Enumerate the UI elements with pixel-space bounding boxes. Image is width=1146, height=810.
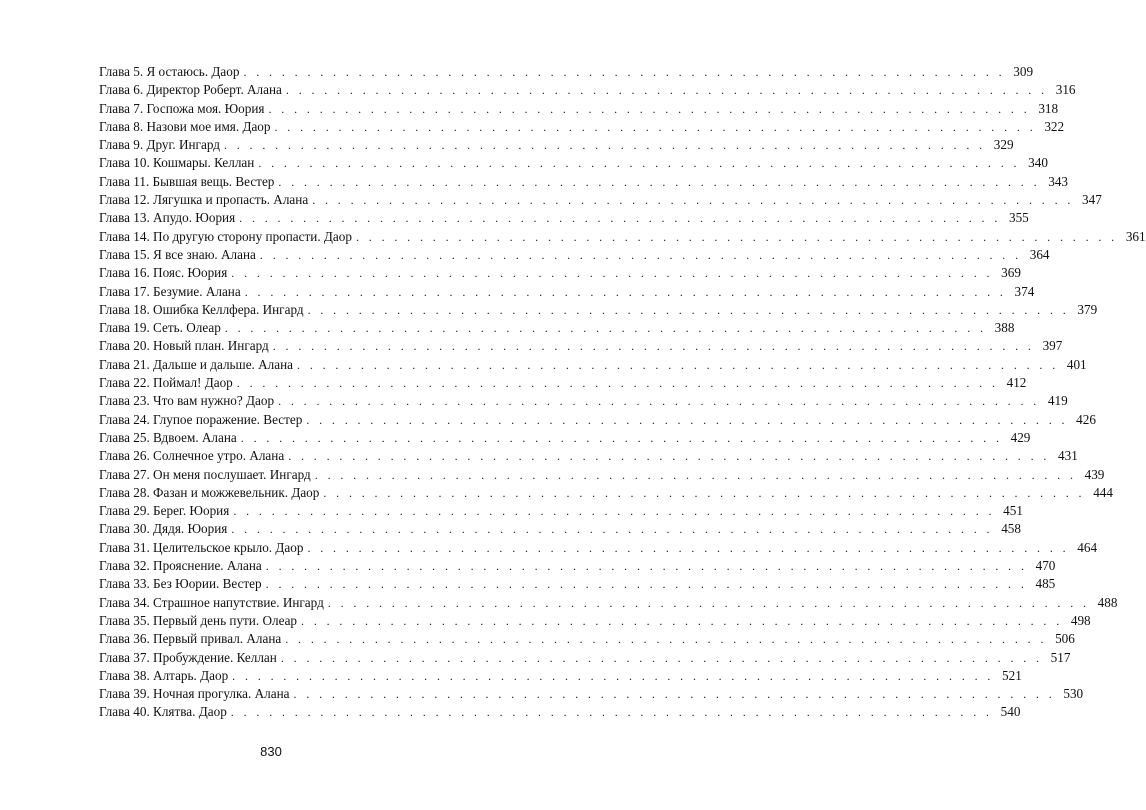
toc-entry-title: Глава 30. Дядя. Юория — [99, 521, 228, 537]
toc-entry — [99, 667, 1022, 685]
toc-entry-page: 309 — [1013, 64, 1034, 79]
toc-entry-title: Глава 19. Сеть. Олеар — [99, 320, 221, 336]
dot-leader: . . . . . . . . . . . . . . . . . . . . . . . . . . . . . . . . . . . . . . . . . . . . . . . . . . . . . . . . . . . . — [314, 467, 1077, 482]
toc-entry — [99, 100, 1059, 118]
toc-entry-page: 419 — [1047, 393, 1068, 409]
toc-entry-page: 379 — [1077, 301, 1098, 317]
dot-leader: . . . . . . . . . . . . . . . . . . . . . . . . . . . . . . . . . . . . . . . . . . . . . . . . . . . . . . . . . . . . — [355, 229, 1118, 244]
dot-leader: . . . . . . . . . . . . . . . . . . . . . . . . . . . . . . . . . . . . . . . . . . . . . . . . . . . . . . . . . . . . — [327, 595, 1090, 610]
dot-leader: . . . . . . . . . . . . . . . . . . . . . . . . . . . . . . . . . . . . . . . . . . . . . . . . . . . . . . . . . . . . — [285, 83, 1048, 98]
toc-entry-title: Глава 25. Вдвоем. Алана — [99, 429, 237, 445]
dot-leader: . . . . . . . . . . . . . . . . . . . . . . . . . . . . . . . . . . . . . . . . . . . . . . . . . . . . . . . . . . . . — [280, 650, 1043, 665]
dot-leader: . . . . . . . . . . . . . . . . . . . . . . . . . . . . . . . . . . . . . . . . . . . . . . . . . . . . . . . . . . . . — [265, 577, 1028, 592]
dot-leader: . . . . . . . . . . . . . . . . . . . . . . . . . . . . . . . . . . . . . . . . . . . . . . . . . . . . . . . . . . . . — [236, 376, 999, 391]
toc-entry — [99, 301, 1098, 319]
toc-entry-title: Глава 10. Кошмары. Келлан — [99, 155, 255, 171]
toc-entry-page: 470 — [1035, 558, 1056, 574]
toc-entry — [99, 191, 1102, 209]
dot-leader: . . . . . . . . . . . . . . . . . . . . . . . . . . . . . . . . . . . . . . . . . . . . . . . . . . . . . . . . . . . . — [258, 156, 1020, 171]
dot-leader: . . . . . . . . . . . . . . . . . . . . . . . . . . . . . . . . . . . . . . . . . . . . . . . . . . . . . . . . . . . . — [278, 174, 1041, 189]
dot-leader: . . . . . . . . . . . . . . . . . . . . . . . . . . . . . . . . . . . . . . . . . . . . . . . . . . . . . . . . . . . . — [274, 119, 1037, 134]
dot-leader: . . . . . . . . . . . . . . . . . . . . . . . . . . . . . . . . . . . . . . . . . . . . . . . . . . . . . . . . . . . . — [232, 668, 994, 683]
toc-entry — [99, 520, 1021, 538]
toc-entry — [99, 411, 1096, 429]
toc-entry-title: Глава 14. По другую сторону пропасти. Даор — [99, 228, 352, 244]
toc-entry — [99, 154, 1048, 172]
toc-entry — [99, 374, 1027, 392]
toc-entry-title: Глава 23. Что вам нужно? Даор — [99, 393, 275, 409]
toc-entry-title: Глава 6. Директор Роберт. Алана — [99, 82, 282, 98]
toc-entry — [99, 502, 1023, 520]
dot-leader: . . . . . . . . . . . . . . . . . . . . . . . . . . . . . . . . . . . . . . . . . . . . . . . . . . . . . . . . . . . . — [323, 485, 1085, 500]
toc-entry — [99, 337, 1063, 355]
toc-entry — [99, 209, 1029, 227]
toc-entry-page: 369 — [1001, 265, 1021, 281]
toc-entry-page: 540 — [1000, 704, 1021, 720]
toc-entry-page: 316 — [1055, 82, 1076, 98]
toc-entry — [99, 557, 1056, 575]
toc-entry-title: Глава 38. Алтарь. Даор — [99, 667, 229, 683]
dot-leader: . . . . . . . . . . . . . . . . . . . . . . . . . . . . . . . . . . . . . . . . . . . . . . . . . . . . . . . . . . . . — [312, 193, 1074, 208]
toc-entry-title: Глава 13. Апудо. Юория — [99, 210, 236, 226]
toc-entry-title: Глава 32. Прояснение. Алана — [99, 558, 262, 574]
toc-entry-title: Глава 16. Пояс. Юория — [99, 265, 228, 281]
toc-entry-page: 521 — [1002, 667, 1022, 683]
toc-entry — [99, 685, 1084, 703]
toc-entry-page: 517 — [1050, 649, 1071, 665]
toc-entry — [99, 466, 1105, 484]
dot-leader: . . . . . . . . . . . . . . . . . . . . . . . . . . . . . . . . . . . . . . . . . . . . . . . . . . . . . . . . . . . . — [301, 613, 1063, 628]
toc-entry — [99, 630, 1075, 648]
toc-entry-page: 429 — [1010, 429, 1031, 445]
dot-leader: . . . . . . . . . . . . . . . . . . . . . . . . . . . . . . . . . . . . . . . . . . . . . . . . . . . . . . . . . . . . — [231, 522, 993, 537]
toc-entry-page: 458 — [1001, 521, 1021, 537]
toc-entry-page: 364 — [1029, 246, 1050, 262]
toc-entry-page: 374 — [1014, 283, 1035, 299]
toc-entry-title: Глава 17. Безумие. Алана — [99, 283, 241, 299]
toc-entry-page: 329 — [993, 137, 1014, 153]
toc-entry — [99, 81, 1076, 99]
toc-entry-page: 343 — [1048, 173, 1069, 189]
toc-entry — [99, 319, 1015, 337]
toc-entry-page: 444 — [1093, 484, 1113, 500]
toc-entry-page: 347 — [1082, 192, 1102, 208]
toc-entry-title: Глава 40. Клятва. Даор — [99, 704, 227, 720]
toc-entry — [99, 575, 1056, 593]
toc-entry-title: Глава 31. Целительское крыло. Даор — [99, 539, 304, 555]
dot-leader: . . . . . . . . . . . . . . . . . . . . . . . . . . . . . . . . . . . . . . . . . . . . . . . . . . . . . . . . . . . . — [268, 101, 1031, 116]
toc-entry — [99, 649, 1071, 667]
toc-entry — [99, 612, 1091, 630]
toc-entry — [99, 703, 1021, 721]
dot-leader: . . . . . . . . . . . . . . . . . . . . . . . . . . . . . . . . . . . . . . . . . . . . . . . . . . . . . . . . . . . . — [223, 138, 986, 153]
dot-leader: . . . . . . . . . . . . . . . . . . . . . . . . . . . . . . . . . . . . . . . . . . . . . . . . . . . . . . . . . . . . — [243, 65, 1006, 79]
toc-entry — [99, 246, 1050, 264]
toc-entry-page: 498 — [1070, 612, 1091, 628]
toc-entry — [99, 447, 1078, 465]
dot-leader: . . . . . . . . . . . . . . . . . . . . . . . . . . . . . . . . . . . . . . . . . . . . . . . . . . . . . . . . . . . . — [293, 687, 1056, 702]
dot-leader: . . . . . . . . . . . . . . . . . . . . . . . . . . . . . . . . . . . . . . . . . . . . . . . . . . . . . . . . . . . . — [272, 339, 1035, 354]
dot-leader: . . . . . . . . . . . . . . . . . . . . . . . . . . . . . . . . . . . . . . . . . . . . . . . . . . . . . . . . . . . . — [265, 559, 1028, 574]
toc-entry-title: Глава 12. Лягушка и пропасть. Алана — [99, 192, 309, 208]
toc-entry — [99, 539, 1098, 557]
dot-leader: . . . . . . . . . . . . . . . . . . . . . . . . . . . . . . . . . . . . . . . . . . . . . . . . . . . . . . . . . . . . — [240, 430, 1003, 445]
toc-entry-page: 464 — [1077, 539, 1098, 555]
table-of-contents — [99, 63, 1146, 722]
dot-leader: . . . . . . . . . . . . . . . . . . . . . . . . . . . . . . . . . . . . . . . . . . . . . . . . . . . . . . . . . . . . — [224, 321, 987, 336]
toc-entry — [99, 63, 1034, 81]
toc-entry-page: 322 — [1044, 118, 1065, 134]
toc-entry-page: 431 — [1058, 448, 1078, 464]
toc-entry-title: Глава 8. Назови мое имя. Даор — [99, 118, 271, 134]
toc-entry-page: 412 — [1006, 375, 1027, 391]
toc-entry — [99, 429, 1031, 447]
toc-entry-page: 530 — [1063, 686, 1084, 702]
dot-leader: . . . . . . . . . . . . . . . . . . . . . . . . . . . . . . . . . . . . . . . . . . . . . . . . . . . . . . . . . . . . — [230, 705, 993, 720]
dot-leader: . . . . . . . . . . . . . . . . . . . . . . . . . . . . . . . . . . . . . . . . . . . . . . . . . . . . . . . . . . . . — [259, 247, 1022, 262]
toc-entry-title: Глава 5. Я остаюсь. Даор — [99, 64, 240, 79]
toc-entry-title: Глава 22. Поймал! Даор — [99, 375, 233, 391]
dot-leader: . . . . . . . . . . . . . . . . . . . . . . . . . . . . . . . . . . . . . . . . . . . . . . . . . . . . . . . . . . . . — [297, 357, 1059, 372]
toc-entry-title: Глава 15. Я все знаю. Алана — [99, 246, 256, 262]
toc-entry — [99, 484, 1113, 502]
toc-entry-page: 401 — [1066, 356, 1087, 372]
toc-entry-title: Глава 37. Пробуждение. Келлан — [99, 649, 277, 665]
toc-entry — [99, 283, 1035, 301]
toc-entry-title: Глава 26. Солнечное утро. Алана — [99, 448, 285, 464]
toc-entry — [99, 392, 1068, 410]
toc-entry — [99, 228, 1146, 246]
toc-entry-page: 318 — [1038, 100, 1059, 116]
toc-entry-title: Глава 29. Берег. Юория — [99, 503, 230, 519]
toc-entry-title: Глава 24. Глупое поражение. Вестер — [99, 411, 303, 427]
toc-entry-page: 340 — [1028, 155, 1048, 171]
dot-leader: . . . . . . . . . . . . . . . . . . . . . . . . . . . . . . . . . . . . . . . . . . . . . . . . . . . . . . . . . . . . — [233, 504, 995, 519]
toc-entry — [99, 173, 1069, 191]
toc-entry-title: Глава 18. Ошибка Келлфера. Ингард — [99, 301, 304, 317]
toc-entry-title: Глава 34. Страшное напутствие. Ингард — [99, 594, 324, 610]
toc-entry — [99, 594, 1118, 612]
toc-entry-title: Глава 35. Первый день пути. Олеар — [99, 612, 298, 628]
toc-entry-title: Глава 33. Без Юории. Вестер — [99, 576, 262, 592]
toc-entry-title: Глава 36. Первый привал. Алана — [99, 631, 282, 647]
toc-entry — [99, 356, 1087, 374]
page-number: 830 — [260, 744, 282, 759]
toc-entry-page: 506 — [1055, 631, 1075, 647]
toc-entry-title: Глава 7. Госпожа моя. Юория — [99, 100, 265, 116]
toc-entry — [99, 136, 1014, 154]
dot-leader: . . . . . . . . . . . . . . . . . . . . . . . . . . . . . . . . . . . . . . . . . . . . . . . . . . . . . . . . . . . . — [288, 449, 1050, 464]
dot-leader: . . . . . . . . . . . . . . . . . . . . . . . . . . . . . . . . . . . . . . . . . . . . . . . . . . . . . . . . . . . . — [307, 540, 1070, 555]
toc-entry-title: Глава 39. Ночная прогулка. Алана — [99, 686, 290, 702]
toc-entry — [99, 264, 1021, 282]
toc-entry-page: 426 — [1076, 411, 1096, 427]
toc-entry-page: 388 — [994, 320, 1015, 336]
dot-leader: . . . . . . . . . . . . . . . . . . . . . . . . . . . . . . . . . . . . . . . . . . . . . . . . . . . . . . . . . . . . — [307, 302, 1070, 317]
toc-entry — [99, 118, 1065, 136]
toc-entry-page: 397 — [1042, 338, 1063, 354]
toc-entry-title: Глава 9. Друг. Ингард — [99, 137, 220, 153]
dot-leader: . . . . . . . . . . . . . . . . . . . . . . . . . . . . . . . . . . . . . . . . . . . . . . . . . . . . . . . . . . . . — [285, 632, 1047, 647]
toc-entry-page: 439 — [1084, 466, 1105, 482]
toc-entry-page: 355 — [1008, 210, 1029, 226]
toc-entry-title: Глава 27. Он меня послушает. Ингард — [99, 466, 311, 482]
dot-leader: . . . . . . . . . . . . . . . . . . . . . . . . . . . . . . . . . . . . . . . . . . . . . . . . . . . . . . . . . . . . — [278, 394, 1040, 409]
toc-entry-title: Глава 28. Фазан и можжевельник. Даор — [99, 484, 320, 500]
toc-entry-title: Глава 21. Дальше и дальше. Алана — [99, 356, 294, 372]
toc-entry-page: 488 — [1097, 594, 1118, 610]
toc-entry-page: 361 — [1125, 228, 1146, 244]
dot-leader: . . . . . . . . . . . . . . . . . . . . . . . . . . . . . . . . . . . . . . . . . . . . . . . . . . . . . . . . . . . . — [244, 284, 1007, 299]
dot-leader: . . . . . . . . . . . . . . . . . . . . . . . . . . . . . . . . . . . . . . . . . . . . . . . . . . . . . . . . . . . . — [306, 412, 1068, 427]
toc-entry-page: 451 — [1003, 503, 1023, 519]
toc-entry-title: Глава 11. Бывшая вещь. Вестер — [99, 173, 275, 189]
toc-entry-title: Глава 20. Новый план. Ингард — [99, 338, 269, 354]
dot-leader: . . . . . . . . . . . . . . . . . . . . . . . . . . . . . . . . . . . . . . . . . . . . . . . . . . . . . . . . . . . . — [239, 211, 1001, 226]
dot-leader: . . . . . . . . . . . . . . . . . . . . . . . . . . . . . . . . . . . . . . . . . . . . . . . . . . . . . . . . . . . . — [231, 266, 993, 281]
toc-entry-page: 485 — [1035, 576, 1056, 592]
